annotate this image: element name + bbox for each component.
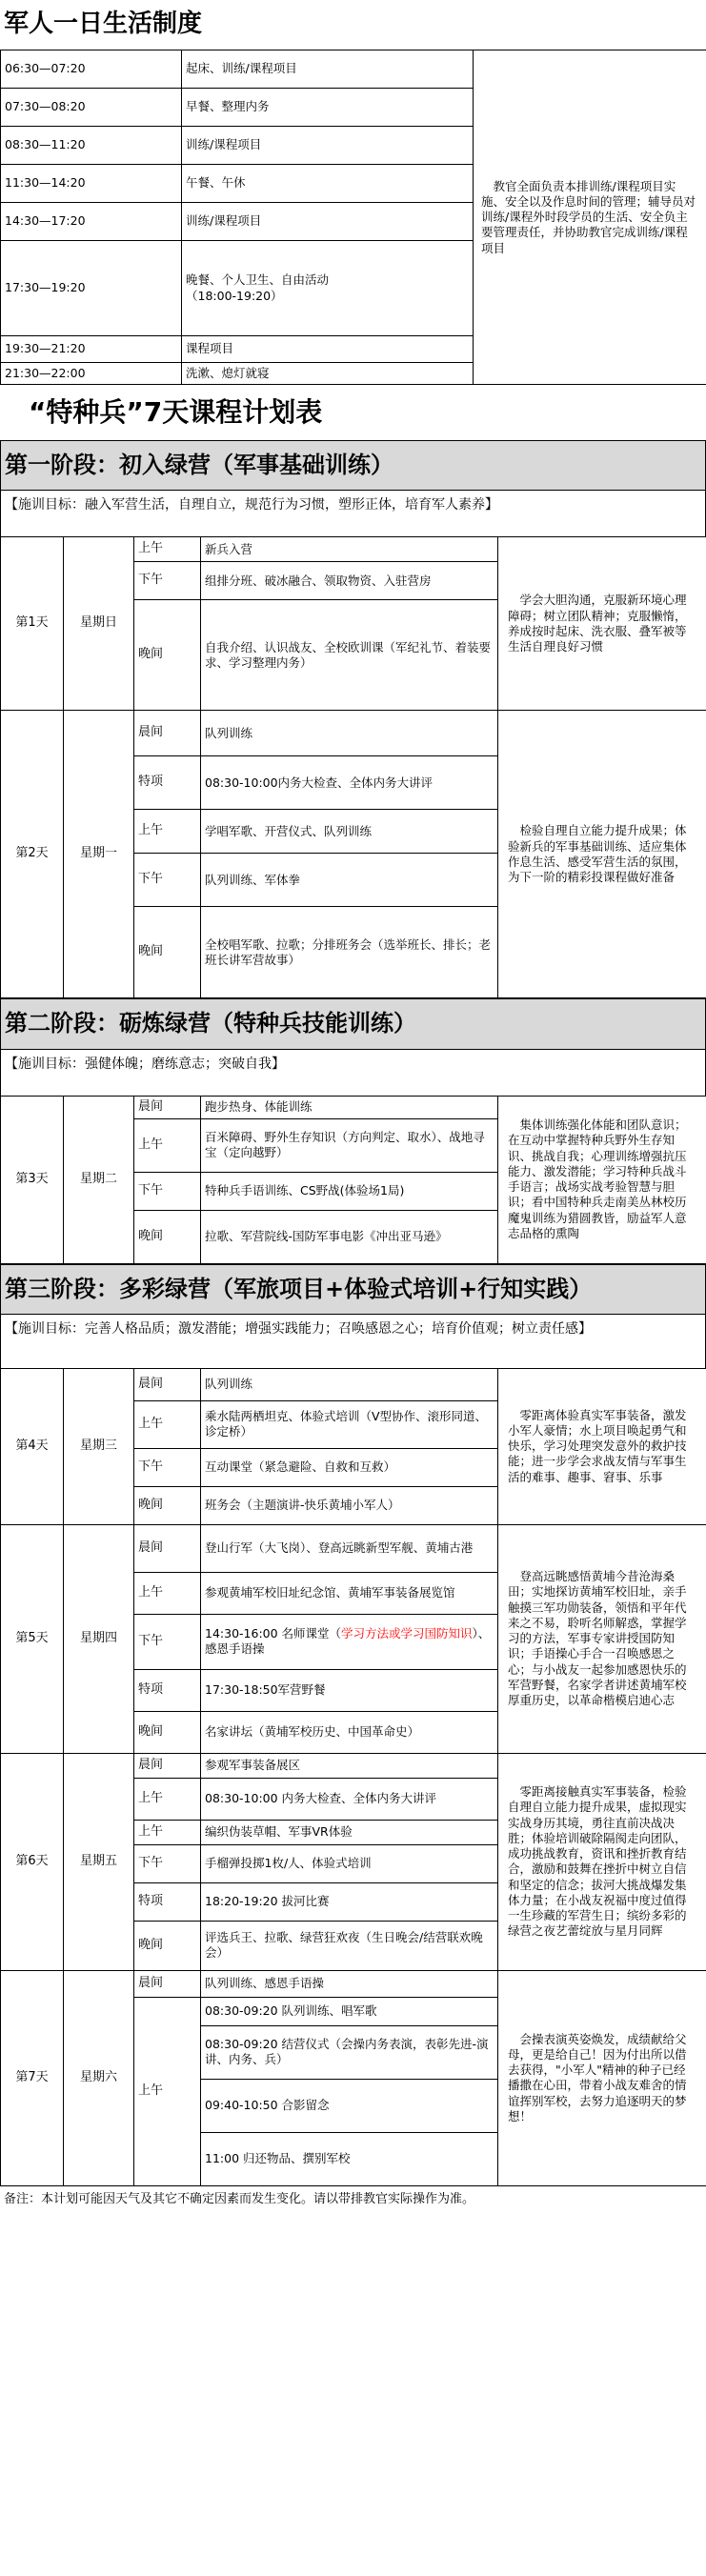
- weekday-label: 星期四: [64, 1524, 134, 1753]
- slot-label: 晚间: [134, 1486, 201, 1524]
- plan-item: 互动课堂（紧急避险、自救和互救）: [201, 1448, 498, 1486]
- day-label: 第3天: [1, 1096, 64, 1263]
- slot-label: 上午: [134, 810, 201, 854]
- plan-item: 班务会（主题演讲-快乐黄埔小军人）: [201, 1486, 498, 1524]
- slot-label: 下午: [134, 1172, 201, 1210]
- slot-label: 晚间: [134, 1921, 201, 1970]
- class-topic-highlight: 学习方法或学习国防知识: [341, 1626, 473, 1641]
- plan-item: 08:30-10:00内务大检查、全体内务大讲评: [201, 756, 498, 810]
- class-text-tail: ）、感恩手语操: [205, 1626, 491, 1657]
- slot-label: 特项: [134, 756, 201, 810]
- slot-label: 特项: [134, 1882, 201, 1921]
- time-cell: 21:30—22:00: [1, 363, 182, 385]
- activity-cell: 课程项目: [182, 336, 474, 363]
- plan-item: 跑步热身、体能训练: [201, 1096, 498, 1118]
- plan-item: 08:30-09:20 队列训练、唱军歌: [201, 1997, 498, 2025]
- slot-label: 下午: [134, 1614, 201, 1669]
- plan-item: 参观黄埔军校旧址纪念馆、黄埔军事装备展览馆: [201, 1572, 498, 1614]
- day-description: 登高远眺感悟黄埔今昔沧海桑田；实地探访黄埔军校旧址，亲手触摸三军功勋装备，领悟和平年代来之不易，聆听名师解惑，掌握学习的方法，军事专家讲授国防知识；手语操心手合一召唤感恩之心；与小战友一起参加感恩快乐的军营野餐，名家学者讲述黄埔军校厚重历史，以革命楷模启迪心志: [498, 1524, 706, 1753]
- slot-label: 晚间: [134, 1210, 201, 1263]
- schedule-note: 教官全面负责本排训练/课程项目实施、安全以及作息时间的管理；辅导员对训练/课程外时段学员的生活、安全负主要管理责任，并协助教官完成训练/课程项目: [474, 50, 706, 385]
- activity-cell: 午餐、午休: [182, 165, 474, 203]
- phase-2-table: [0, 1096, 706, 1264]
- slot-label: 晚间: [134, 1711, 201, 1753]
- plan-item: 09:40-10:50 合影留念: [201, 2079, 498, 2132]
- slot-label: 晨间: [134, 1753, 201, 1778]
- plan-item: 参观军事装备展区: [201, 1753, 498, 1778]
- slot-label: 上午: [134, 1997, 201, 2185]
- phase-1-header: 第一阶段：初入绿营（军事基础训练）: [0, 440, 706, 491]
- phase-2-goal: 【施训目标：强健体魄；磨练意志；突破自我】: [0, 1050, 706, 1096]
- plan-row: [1, 1753, 706, 1778]
- plan-item: 新兵入营: [201, 537, 498, 562]
- plan-item: 名家讲坛（黄埔军校历史、中国革命史）: [201, 1711, 498, 1753]
- weekday-label: 星期二: [64, 1096, 134, 1263]
- day-description: 会操表演英姿焕发，成绩献给父母，更是给自己！因为付出所以借去获得，"小军人"精神的种子已经播撒在心田，带着小战友难舍的情谊挥别军校，去努力追逐明天的梦想！: [498, 1970, 706, 2185]
- phase-1-goal: 【施训目标：融入军营生活，自理自立，规范行为习惯，塑形正体，培育军人素养】: [0, 491, 706, 536]
- plan-item: 百米障碍、野外生存知识（方向判定、取水）、战地寻宝（定向越野）: [201, 1118, 498, 1172]
- plan-item: 17:30-18:50军营野餐: [201, 1669, 498, 1711]
- plan-row: [1, 537, 706, 562]
- activity-cell: 早餐、整理内务: [182, 89, 474, 127]
- plan-item: 队列训练、军体拳: [201, 854, 498, 907]
- plan-item: 自我介绍、认识战友、全校欧训课（军纪礼节、着装要求、学习整理内务）: [201, 600, 498, 711]
- phase-3-table: [0, 1368, 706, 2186]
- slot-label: 下午: [134, 1448, 201, 1486]
- day-label: 第2天: [1, 711, 64, 998]
- plan-item: 全校唱军歌、拉歌；分排班务会（选举班长、排长；老班长讲军营故事）: [201, 907, 498, 998]
- day-label: 第4天: [1, 1368, 64, 1524]
- day-description: 检验自理自立能力提升成果；体验新兵的军事基础训练、适应集体作息生活、感受军营生活的氛围，为下一阶的精彩投课程做好准备: [498, 711, 706, 998]
- slot-label: 晨间: [134, 1970, 201, 1997]
- plan-row: [1, 1096, 706, 1118]
- plan-item: 18:20-19:20 拔河比赛: [201, 1882, 498, 1921]
- slot-label: 特项: [134, 1669, 201, 1711]
- weekday-label: 星期六: [64, 1970, 134, 2185]
- slot-label: 下午: [134, 1844, 201, 1882]
- plan-item: 08:30-10:00 内务大检查、全体内务大讲评: [201, 1778, 498, 1820]
- plan-item: [201, 1614, 498, 1669]
- plan-row: [1, 1368, 706, 1400]
- phase-2-header: 第二阶段：砺炼绿营（特种兵技能训练）: [0, 998, 706, 1049]
- time-cell: 14:30—17:20: [1, 203, 182, 241]
- day-label: 第5天: [1, 1524, 64, 1753]
- activity-cell: 训练/课程项目: [182, 203, 474, 241]
- plan-item: 编织伪装草帽、军事VR体验: [201, 1820, 498, 1844]
- plan-row: [1, 1970, 706, 1997]
- slot-label: 上午: [134, 1118, 201, 1172]
- slot-label: 下午: [134, 562, 201, 600]
- time-cell: 08:30—11:20: [1, 127, 182, 165]
- activity-cell: 训练/课程项目: [182, 127, 474, 165]
- slot-label: 上午: [134, 1400, 201, 1448]
- day-description: 零距离体验真实军事装备，激发小军人豪情；水上项目唤起勇气和快乐，学习处理突发意外的救护技能；进一步学会求战友情与军事生活的难事、趣事、窘事、乐事: [498, 1368, 706, 1524]
- slot-label: 上午: [134, 1820, 201, 1844]
- plan-item: 11:00 归还物品、撰别军校: [201, 2132, 498, 2185]
- day-label: 第6天: [1, 1753, 64, 1970]
- time-cell: 19:30—21:20: [1, 336, 182, 363]
- plan-item: 队列训练: [201, 1368, 498, 1400]
- schedule-row: [1, 50, 706, 89]
- day-label: 第1天: [1, 537, 64, 711]
- time-cell: 11:30—14:20: [1, 165, 182, 203]
- weekday-label: 星期三: [64, 1368, 134, 1524]
- plan-item: 乘水陆两栖坦克、体验式培训（V型协作、滚形同道、诊定桥）: [201, 1400, 498, 1448]
- activity-cell: 起床、训练/课程项目: [182, 50, 474, 89]
- time-cell: 06:30—07:20: [1, 50, 182, 89]
- class-text: 14:30-16:00 名师课堂（: [205, 1626, 342, 1641]
- activity-cell: 晚餐、个人卫生、自由活动 （18:00-19:20）: [182, 241, 474, 336]
- plan-item: 队列训练、感恩手语操: [201, 1970, 498, 1997]
- plan-row: [1, 1524, 706, 1572]
- activity-cell: 洗漱、熄灯就寝: [182, 363, 474, 385]
- plan-item: 手榴弹投掷1枚/人、体验式培训: [201, 1844, 498, 1882]
- phase-3-header: 第三阶段：多彩绿营（军旅项目+体验式培训+行知实践）: [0, 1264, 706, 1315]
- day-description: 零距离接触真实军事装备，检验自理自立能力提升成果，虚拟现实实战身历其境，勇往直前决战决胜；体验培训破除隔阂走向团队，成功挑战教育，资讯和挫折教育结合，激励和鼓舞在挫折中树立自信和坚定的信念；拔河大挑战爆发集体力量；在小战友祝福中度过值得一生珍藏的军营生日；缤纷多彩的绿营之夜艺蕾绽放与星月同辉: [498, 1753, 706, 1970]
- daily-schedule-title: 军人一日生活制度: [4, 10, 203, 39]
- day-description: 学会大胆沟通，克服新环境心理障碍；树立团队精神；克服懒惰，养成按时起床、洗衣服、叠军被等生活自理良好习惯: [498, 537, 706, 711]
- slot-label: 下午: [134, 854, 201, 907]
- slot-label: 晨间: [134, 1368, 201, 1400]
- plan-title: “特种兵”7天课程计划表: [29, 396, 323, 429]
- slot-label: 上午: [134, 1778, 201, 1820]
- time-cell: 07:30—08:20: [1, 89, 182, 127]
- slot-label: 上午: [134, 1572, 201, 1614]
- slot-label: 晚间: [134, 907, 201, 998]
- plan-item: 08:30-09:20 结营仪式（会操内务表演，表彰先进-演讲、内务、兵）: [201, 2025, 498, 2079]
- slot-label: 晚间: [134, 600, 201, 711]
- time-cell: 17:30—19:20: [1, 241, 182, 336]
- weekday-label: 星期一: [64, 711, 134, 998]
- slot-label: 上午: [134, 537, 201, 562]
- daily-schedule-table: [0, 50, 706, 385]
- weekday-label: 星期日: [64, 537, 134, 711]
- plan-item: 学唱军歌、开营仪式、队列训练: [201, 810, 498, 854]
- plan-item: 特种兵手语训练、CS野战(体验场1局): [201, 1172, 498, 1210]
- slot-label: 晨间: [134, 1096, 201, 1118]
- plan-item: 拉歌、军营院线-国防军事电影《冲出亚马逊》: [201, 1210, 498, 1263]
- day-description: 集体训练强化体能和团队意识；在互动中掌握特种兵野外生存知识、挑战自我；心理训练增强抗压能力、激发潜能；学习特种兵战斗手语言；战场实战考验智慧与胆识；看中国特种兵走南美丛林校历魔鬼训练为猎圆教皆，励益军人意志品格的熏陶: [498, 1096, 706, 1263]
- footer-note: 备注：本计划可能因天气及其它不确定因素而发生变化。请以带排教官实际操作为准。: [4, 2191, 475, 2206]
- phase-1-table: [0, 536, 706, 998]
- phase-3-goal: 【施训目标：完善人格品质；激发潜能；增强实践能力；召唤感恩之心；培育价值观；树立责任感】: [0, 1315, 706, 1368]
- day-label: 第7天: [1, 1970, 64, 2185]
- plan-item: 组排分班、破冰融合、领取物资、入驻营房: [201, 562, 498, 600]
- plan-item: 登山行军（大飞岗）、登高远眺新型军舰、黄埔古港: [201, 1524, 498, 1572]
- plan-row: [1, 711, 706, 756]
- slot-label: 晨间: [134, 711, 201, 756]
- plan-item: 队列训练: [201, 711, 498, 756]
- plan-item: 评选兵王、拉歌、绿营狂欢夜（生日晚会/结营联欢晚会）: [201, 1921, 498, 1970]
- slot-label: 晨间: [134, 1524, 201, 1572]
- weekday-label: 星期五: [64, 1753, 134, 1970]
